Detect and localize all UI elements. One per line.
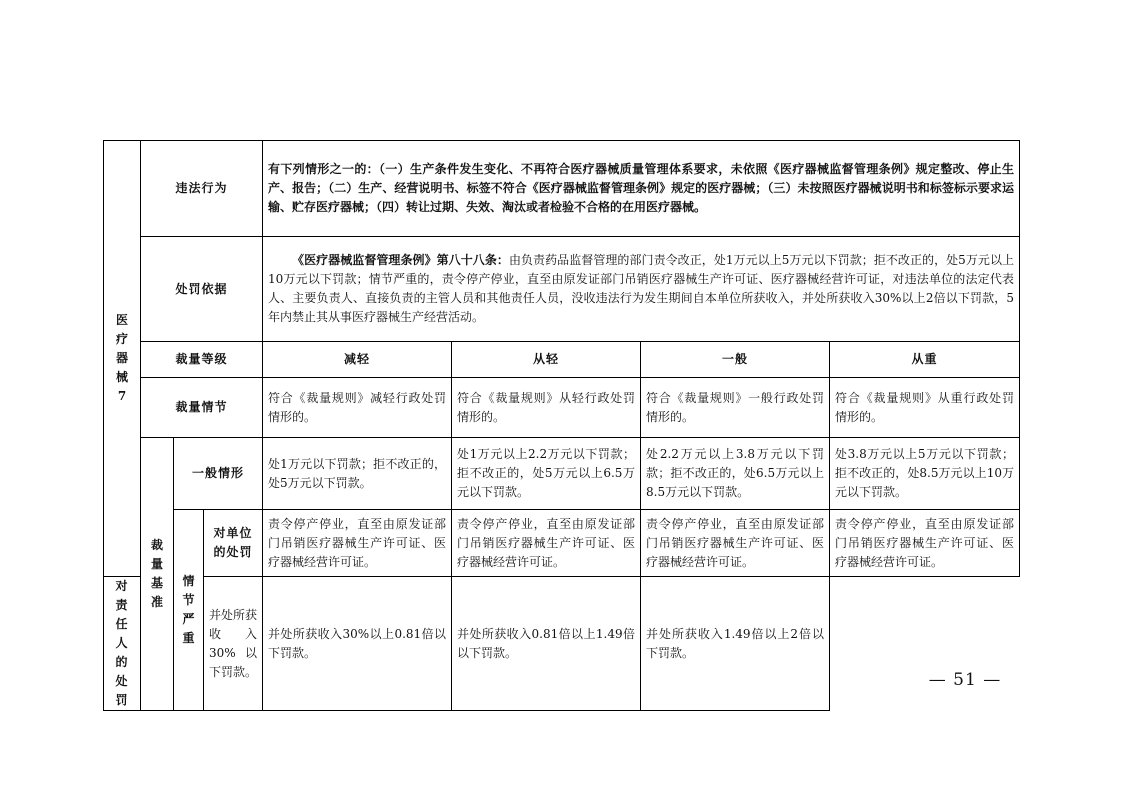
circumstance-cell: 符合《裁量规则》从重行政处罚情形的。 [830, 378, 1020, 438]
level-general: 一般 [641, 342, 830, 378]
serious-char: 情 [182, 574, 195, 588]
person-penalty-label: 对责任人的处罚 [104, 577, 141, 711]
person-penalty-cell: 并处所获收入1.49倍以上2倍以下罚款。 [641, 577, 830, 711]
circumstance-cell: 符合《裁量规则》减轻行政处罚情形的。 [263, 378, 452, 438]
general-cell: 处3.8万元以上5万元以下罚款；拒不改正的，处8.5万元以上10万元以下罚款。 [830, 438, 1020, 510]
level-mitigated: 减轻 [263, 342, 452, 378]
basis-label: 处罚依据 [141, 237, 263, 342]
category-char: 7 [117, 389, 127, 403]
person-penalty-row [104, 577, 1020, 711]
category-char: 器 [115, 351, 128, 365]
general-cell: 处1万元以下罚款；拒不改正的，处5万元以下罚款。 [263, 438, 452, 510]
violation-label: 违法行为 [141, 141, 263, 237]
basis-law-ref: 《医疗器械监督管理条例》第八十八条： [292, 253, 509, 267]
category-char: 医 [115, 313, 128, 327]
circumstances-row [104, 378, 1020, 438]
unit-penalty-cell: 责令停产停业，直至由原发证部门吊销医疗器械生产许可证、医疗器械经营许可证。 [641, 510, 830, 577]
level-severe: 从重 [830, 342, 1020, 378]
general-cell: 处1万元以上2.2万元以下罚款；拒不改正的，处5万元以上6.5万元以下罚款。 [452, 438, 641, 510]
circumstance-cell: 符合《裁量规则》从轻行政处罚情形的。 [452, 378, 641, 438]
basis-cell [263, 237, 1020, 342]
unit-penalty-row [104, 510, 1020, 577]
serious-label [174, 510, 204, 711]
unit-penalty-cell: 责令停产停业，直至由原发证部门吊销医疗器械生产许可证、医疗器械经营许可证。 [452, 510, 641, 577]
violation-text: 有下列情形之一的：（一）生产条件发生变化、不再符合医疗器械质量管理体系要求，未依照《医疗器械监督管理条例》规定整改、停止生产、报告；（二）生产、经营说明书、标签不符合《医疗器械监督管理条例》规定的医疗器械；（三）未按照医疗器械说明书和标签标示要求运输、贮存医疗器械；（四）转让过期、失效、淘汰或者检验不合格的在用医疗器械。 [263, 141, 1020, 237]
general-cell: 处2.2万元以上3.8万元以下罚款；拒不改正的，处6.5万元以上8.5万元以下罚款。 [641, 438, 830, 510]
violation-row [104, 141, 1020, 237]
serious-char: 重 [182, 631, 195, 645]
category-cell [104, 141, 141, 577]
benchmark-char: 裁 [150, 538, 163, 552]
benchmark-char: 准 [150, 595, 163, 609]
unit-penalty-label: 对单位的处罚 [204, 510, 263, 577]
circumstance-cell: 符合《裁量规则》一般行政处罚情形的。 [641, 378, 830, 438]
benchmark-label [141, 438, 174, 711]
unit-penalty-cell: 责令停产停业，直至由原发证部门吊销医疗器械生产许可证、医疗器械经营许可证。 [263, 510, 452, 577]
page-number: — 51 — [928, 670, 1002, 690]
penalty-benchmark-table [103, 140, 1020, 711]
level-lenient: 从轻 [452, 342, 641, 378]
person-penalty-cell: 并处所获收入30%以上0.81倍以下罚款。 [263, 577, 452, 711]
levels-label: 裁量等级 [141, 342, 263, 378]
person-penalty-cell: 并处所获收入30%以下罚款。 [204, 577, 263, 711]
basis-row [104, 237, 1020, 342]
benchmark-char: 量 [150, 557, 163, 571]
category-char: 械 [115, 370, 128, 384]
general-row [104, 438, 1020, 510]
general-label: 一般情形 [174, 438, 263, 510]
benchmark-char: 基 [150, 576, 163, 590]
circumstances-label: 裁量情节 [141, 378, 263, 438]
unit-penalty-cell: 责令停产停业，直至由原发证部门吊销医疗器械生产许可证、医疗器械经营许可证。 [830, 510, 1020, 577]
serious-char: 严 [182, 612, 195, 626]
category-char: 疗 [115, 332, 128, 346]
serious-char: 节 [182, 593, 195, 607]
basis-text: 由负责药品监督管理的部门责令改正，处1万元以上5万元以下罚款；拒不改正的，处5万元以上10万元以下罚款；情节严重的，责令停产停业，直至由原发证部门吊销医疗器械生产许可证、医疗器械经营许可证，对违法单位的法定代表人、主要负责人、直接负责的主管人员和其他责任人员，没收违法行为发生期间自本单位所获收入，并处所获收入30%以上2倍以下罚款，5年内禁止其从事医疗器械生产经营活动。 [268, 253, 1015, 324]
levels-row [104, 342, 1020, 378]
person-penalty-cell: 并处所获收入0.81倍以上1.49倍以下罚款。 [452, 577, 641, 711]
